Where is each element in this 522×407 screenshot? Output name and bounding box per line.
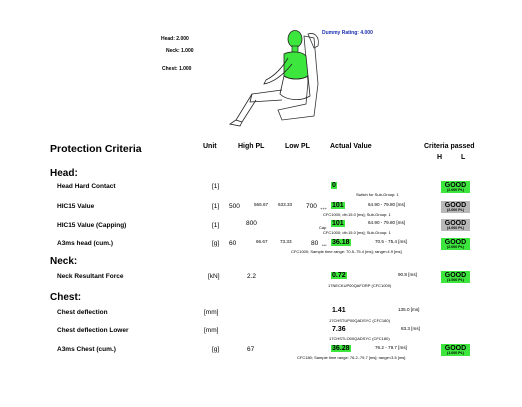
- time-range: 135.0 [ms]: [398, 307, 420, 312]
- unit-cell: [mm]: [204, 309, 219, 316]
- dummy-rating: Dummy Rating: 4.000: [322, 30, 373, 36]
- points-text: (2.000 Pt.): [447, 208, 464, 212]
- interp-value: 66.67: [256, 239, 268, 244]
- status-badge: [441, 344, 470, 356]
- neck-rating-label: Neck: 1.000: [166, 48, 194, 54]
- unit-cell: [g]: [212, 346, 220, 353]
- low-pl-header: Low PL: [285, 143, 310, 150]
- time-range: 83.3 [ms]: [401, 326, 420, 331]
- actual-value: 36.18: [332, 239, 350, 246]
- low-pl-sub: Cap: [319, 225, 327, 230]
- high-pl-value: 60: [229, 240, 237, 247]
- high-pl-value: 67: [247, 346, 255, 353]
- high-pl-value: 500: [229, 203, 240, 210]
- status-text: GOOD: [444, 272, 467, 279]
- points-text: (1.000 Pt.): [447, 278, 464, 282]
- unit-cell: [g]: [212, 240, 220, 247]
- status-text: GOOD: [444, 182, 467, 189]
- row-chest-deflection: Chest deflection: [57, 309, 108, 316]
- time-range: 90.8 [ms]: [398, 272, 417, 277]
- unit-cell: [1]: [212, 222, 220, 229]
- time-range: 76.2 - 79.7 [ms]: [375, 345, 407, 350]
- unit-cell: [kN]: [208, 273, 220, 280]
- low-pl-sub: +++: [320, 206, 328, 211]
- criteria-passed-header: Criteria passed: [424, 143, 475, 150]
- note: CFC180; Sample time range: 76.2..79.7 [ms]; range<3.5 [ms]: [297, 355, 406, 360]
- high-pl-value: 2.2: [247, 273, 257, 280]
- points-text: (2.000 Pt.): [447, 188, 464, 192]
- note: Switch for Sub-Group: 1: [356, 192, 399, 197]
- interp-value: 73.33: [280, 239, 292, 244]
- note: CFC1000; dt<15.0 [ms]; Sub-Group: 1: [323, 230, 391, 235]
- page-title: Protection Criteria: [50, 143, 142, 155]
- unit-cell: [mm]: [204, 327, 219, 334]
- row-hic15-capping: HIC15 Value (Capping): [57, 222, 127, 229]
- unit-header: Unit: [203, 143, 217, 150]
- low-pl-sub: ***: [322, 243, 327, 248]
- status-badge: [441, 201, 470, 213]
- row-neck-resultant-force: Neck Resultant Force: [57, 273, 124, 280]
- section-chest: Chest:: [50, 292, 82, 303]
- actual-value-header: Actual Value: [330, 143, 372, 150]
- head-rating-label: Head: 2.000: [161, 36, 189, 42]
- high-pl-header: High PL: [238, 143, 265, 150]
- section-head: Head:: [50, 168, 78, 179]
- time-range: 64.90 - 79.80 [ms]: [368, 220, 406, 225]
- crash-dummy-diagram: [222, 24, 332, 132]
- status-text: GOOD: [444, 239, 467, 246]
- note: 17NECKUP00QAFORP (CFC1000): [328, 283, 392, 288]
- points-text: (1.000 Pt.): [447, 351, 464, 355]
- interp-value: 633.33: [278, 202, 293, 207]
- status-text: GOOD: [444, 345, 467, 352]
- row-chest-deflection-lower: Chest deflection Lower: [57, 327, 129, 334]
- high-pl-value: 800: [246, 220, 257, 227]
- row-hic15: HIC15 Value: [57, 203, 95, 210]
- actual-value: 101: [332, 220, 344, 227]
- actual-value: 36.28: [332, 345, 350, 352]
- unit-cell: [1]: [212, 183, 220, 190]
- row-head-hard-contact: Head Hard Contact: [57, 183, 116, 190]
- note: CFC1000; Sample time range: 70.5..75.4 [ms]; range<4.9 [ms]: [291, 249, 402, 254]
- status-text: GOOD: [444, 220, 467, 227]
- actual-value: 1.41: [332, 307, 346, 314]
- time-range: 70.5 - 75.4 [ms]: [375, 239, 407, 244]
- chest-rating-label: Chest: 1.000: [162, 66, 192, 72]
- status-badge: [441, 219, 470, 231]
- section-neck: Neck:: [50, 256, 78, 267]
- note: CFC1000; dt<15.0 [ms]; Sub-Group: 1: [323, 212, 391, 217]
- actual-value: 7.36: [332, 326, 346, 333]
- status-badge: [441, 181, 470, 193]
- low-pl-value: 80: [311, 240, 319, 247]
- time-range: 64.90 - 79.80 [ms]: [368, 202, 406, 207]
- actual-value: 0: [332, 182, 336, 189]
- note: 17CHSTUP00QADSYC (CFC180): [329, 318, 390, 323]
- status-text: GOOD: [444, 202, 467, 209]
- interp-value: 566.67: [254, 202, 269, 207]
- criteria-h-header: H: [437, 154, 443, 161]
- low-pl-value: 700: [306, 203, 317, 210]
- row-a3ms-chest: A3ms Chest (cum.): [57, 346, 116, 353]
- criteria-l-header: L: [461, 154, 466, 161]
- unit-cell: [1]: [212, 203, 220, 210]
- note: 17CHSTLO00QADSYC (CFC180): [329, 336, 390, 341]
- status-badge: [441, 271, 470, 283]
- points-text: (2.000 Pt.): [447, 245, 464, 249]
- status-badge: [441, 238, 470, 250]
- actual-value: 0.72: [332, 272, 346, 279]
- actual-value: 101: [332, 202, 344, 209]
- points-text: (4.000 Pt.): [447, 226, 464, 230]
- row-a3ms-head: A3ms head (cum.): [57, 240, 113, 247]
